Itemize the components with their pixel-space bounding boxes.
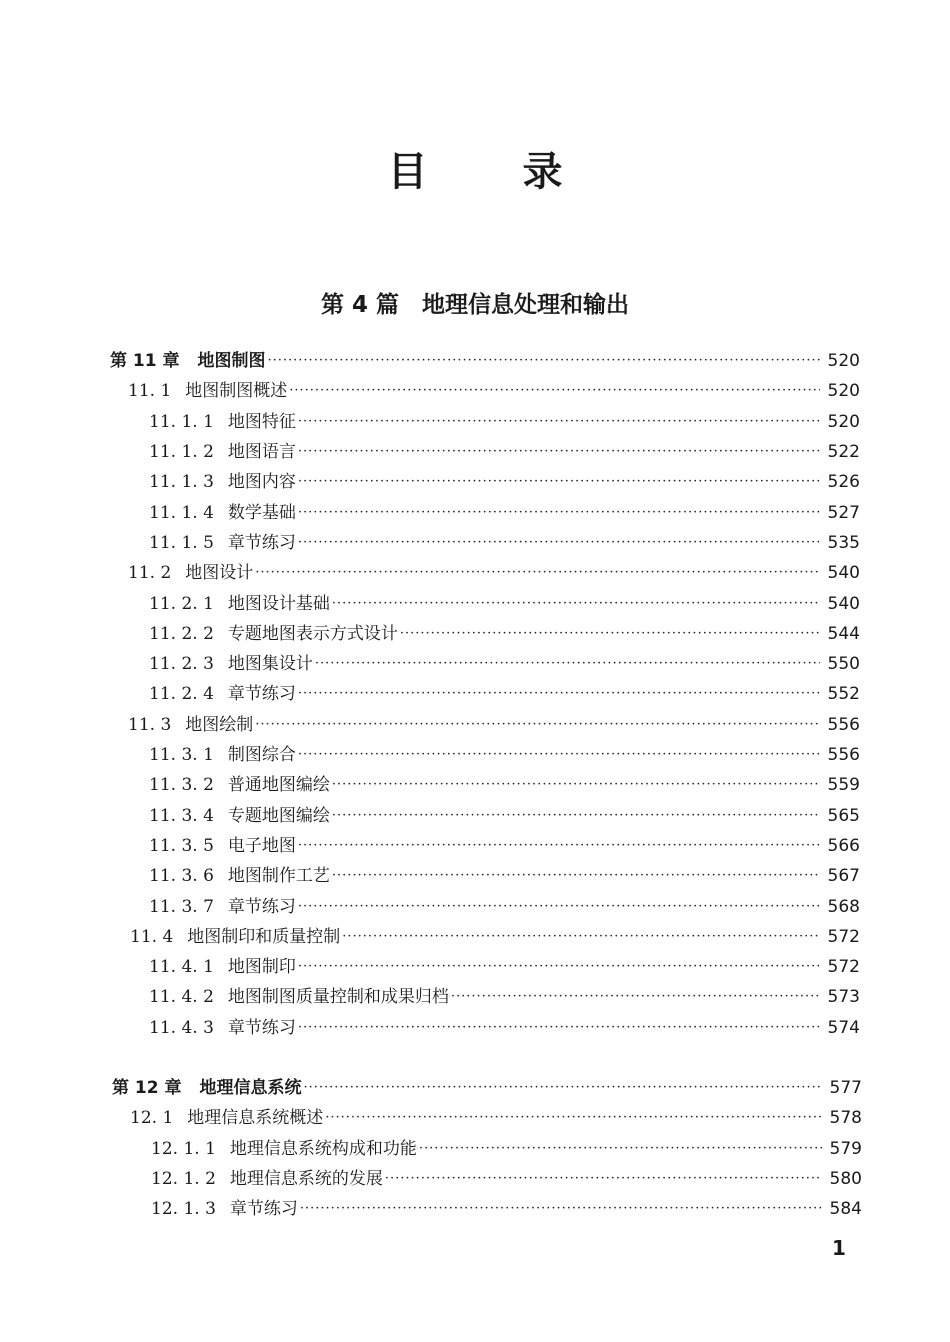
page-number: 1 — [832, 1236, 846, 1260]
toc-num: 11. 3. 4 — [149, 806, 214, 826]
toc-leader-dots — [419, 1136, 822, 1162]
toc-title: 电子地图 — [227, 836, 296, 856]
toc-page: 556 — [827, 715, 860, 735]
part-title: 第 4 篇 地理信息处理和输出 — [320, 292, 630, 318]
toc-page: 572 — [827, 927, 860, 947]
toc-leader-dots — [315, 651, 820, 677]
toc-leader-dots — [325, 1105, 822, 1131]
toc-title: 地图制印和质量控制 — [187, 927, 341, 947]
toc-subsection[interactable] — [149, 984, 860, 1010]
toc-chapter-12[interactable] — [112, 1075, 862, 1101]
toc-leader-dots — [332, 803, 820, 829]
toc-subsection[interactable] — [149, 1015, 860, 1041]
toc-title: 地图集设计 — [227, 654, 313, 674]
toc-num: 11. 3 — [128, 715, 172, 735]
toc-num: 11. 1. 4 — [149, 503, 214, 523]
toc-section[interactable] — [128, 712, 860, 738]
toc-leader-dots — [255, 712, 820, 738]
toc-num: 11. 1. 2 — [149, 442, 214, 462]
toc-title: 章节练习 — [229, 1199, 298, 1219]
toc-leader-dots — [332, 863, 820, 889]
toc-leader-dots — [268, 348, 821, 374]
toc-page: 584 — [829, 1199, 862, 1219]
toc-subsection[interactable] — [151, 1196, 862, 1222]
toc-leader-dots — [332, 772, 820, 798]
toc-title: 地图特征 — [227, 412, 296, 432]
toc-subsection[interactable] — [149, 833, 860, 859]
toc-title: 普通地图编绘 — [227, 775, 330, 795]
toc-title: 章节练习 — [227, 533, 296, 553]
toc-num: 11. 1. 3 — [149, 472, 214, 492]
toc-chapter-11[interactable] — [110, 348, 860, 374]
toc-num: 第 11 章 — [110, 351, 180, 371]
toc-num: 11. 1. 5 — [149, 533, 214, 553]
toc-page: 559 — [827, 775, 860, 795]
toc-page: 527 — [827, 503, 860, 523]
toc-subsection[interactable] — [149, 894, 860, 920]
toc-num: 11. 1. 1 — [149, 412, 214, 432]
toc-num: 11. 3. 5 — [149, 836, 214, 856]
toc-num: 11. 3. 1 — [149, 745, 214, 765]
toc-title: 地理信息系统的发展 — [229, 1169, 383, 1189]
toc-page: 522 — [827, 442, 860, 462]
toc-page: 574 — [827, 1018, 860, 1038]
toc-subsection[interactable] — [149, 863, 860, 889]
toc-title: 章节练习 — [227, 684, 296, 704]
toc-page: 578 — [829, 1108, 862, 1128]
toc-title: 专题地图编绘 — [227, 806, 330, 826]
toc-num: 11. 4 — [130, 927, 174, 947]
toc-page: 573 — [827, 987, 860, 1007]
toc-num: 12. 1 — [130, 1108, 174, 1128]
toc-num: 11. 3. 6 — [149, 866, 214, 886]
toc-page: 526 — [827, 472, 860, 492]
toc-subsection[interactable] — [149, 772, 860, 798]
toc-leader-dots — [451, 984, 820, 1010]
toc-section[interactable] — [128, 378, 860, 404]
toc-subsection[interactable] — [149, 439, 860, 465]
toc-page: 520 — [827, 381, 860, 401]
toc-page: 579 — [829, 1139, 862, 1159]
toc-num: 11. 4. 2 — [149, 987, 214, 1007]
toc-subsection[interactable] — [149, 681, 860, 707]
toc-leader-dots — [298, 1015, 820, 1041]
toc-subsection[interactable] — [149, 742, 860, 768]
toc-title: 地图制图 — [197, 351, 266, 371]
toc-section[interactable] — [128, 560, 860, 586]
toc-leader-dots — [298, 439, 820, 465]
toc-page: 520 — [827, 351, 860, 371]
toc-page: 544 — [827, 624, 860, 644]
toc-leader-dots — [298, 833, 820, 859]
toc-num: 11. 3. 7 — [149, 897, 214, 917]
toc-leader-dots — [385, 1166, 822, 1192]
toc-num: 11. 4. 1 — [149, 957, 214, 977]
toc-subsection[interactable] — [151, 1136, 862, 1162]
toc-title: 地理信息系统 — [199, 1078, 302, 1098]
toc-title: 地图设计 — [185, 563, 254, 583]
toc-num: 12. 1. 1 — [151, 1139, 216, 1159]
toc-leader-dots — [298, 530, 820, 556]
toc-page: 520 — [827, 412, 860, 432]
toc-page: 572 — [827, 957, 860, 977]
toc-subsection[interactable] — [151, 1166, 862, 1192]
toc-title: 专题地图表示方式设计 — [227, 624, 398, 644]
toc-num: 11. 3. 2 — [149, 775, 214, 795]
toc-title: 地图设计基础 — [227, 594, 330, 614]
toc-subsection[interactable] — [149, 621, 860, 647]
toc-page: 566 — [827, 836, 860, 856]
toc-subsection[interactable] — [149, 469, 860, 495]
toc-leader-dots — [400, 621, 820, 647]
toc-subsection[interactable] — [149, 803, 860, 829]
toc-subsection[interactable] — [149, 651, 860, 677]
toc-subsection[interactable] — [149, 591, 860, 617]
toc-section[interactable] — [130, 924, 860, 950]
toc-leader-dots — [289, 378, 820, 404]
toc-leader-dots — [298, 894, 820, 920]
toc-page: 540 — [827, 594, 860, 614]
toc-page: 556 — [827, 745, 860, 765]
toc-title: 地理信息系统构成和功能 — [229, 1139, 417, 1159]
toc-leader-dots — [332, 591, 820, 617]
toc-title: 地图制作工艺 — [227, 866, 330, 886]
toc-num: 12. 1. 3 — [151, 1199, 216, 1219]
toc-title: 章节练习 — [227, 897, 296, 917]
page-title — [0, 138, 950, 198]
toc-page: 577 — [829, 1078, 862, 1098]
toc-title: 地理信息系统概述 — [187, 1108, 324, 1128]
toc-num: 12. 1. 2 — [151, 1169, 216, 1189]
toc-leader-dots — [255, 560, 820, 586]
toc-page: 567 — [827, 866, 860, 886]
toc-title: 制图综合 — [227, 745, 296, 765]
toc-title: 地图制图质量控制和成果归档 — [227, 987, 449, 1007]
toc-num: 11. 2. 2 — [149, 624, 214, 644]
toc-leader-dots — [342, 924, 820, 950]
toc-title: 章节练习 — [227, 1018, 296, 1038]
toc-subsection[interactable] — [149, 409, 860, 435]
toc-num: 11. 4. 3 — [149, 1018, 214, 1038]
toc-num: 11. 2. 3 — [149, 654, 214, 674]
toc-page: 550 — [827, 654, 860, 674]
toc-leader-dots — [298, 469, 820, 495]
toc-page: 568 — [827, 897, 860, 917]
toc-subsection[interactable] — [149, 500, 860, 526]
toc-section[interactable] — [130, 1105, 862, 1131]
toc-page: 540 — [827, 563, 860, 583]
toc-leader-dots — [298, 500, 820, 526]
toc-title: 地图制印 — [227, 957, 296, 977]
toc-leader-dots — [300, 1196, 822, 1222]
toc-leader-dots — [298, 742, 820, 768]
toc-subsection[interactable] — [149, 530, 860, 556]
toc-title: 地图绘制 — [185, 715, 254, 735]
page-title-char-1: 目 — [387, 147, 428, 195]
toc-leader-dots — [298, 409, 820, 435]
toc-page: 580 — [829, 1169, 862, 1189]
toc-num: 11. 1 — [128, 381, 172, 401]
toc-title: 数学基础 — [227, 503, 296, 523]
toc-page: 535 — [827, 533, 860, 553]
toc-leader-dots — [298, 954, 820, 980]
toc-leader-dots — [304, 1075, 823, 1101]
toc-num: 11. 2 — [128, 563, 172, 583]
toc-title: 地图语言 — [227, 442, 296, 462]
toc-subsection[interactable] — [149, 954, 860, 980]
toc-page: 565 — [827, 806, 860, 826]
toc-leader-dots — [298, 681, 820, 707]
toc-num: 11. 2. 4 — [149, 684, 214, 704]
toc-title: 地图制图概述 — [185, 381, 288, 401]
toc-num: 第 12 章 — [112, 1078, 182, 1098]
page-title-char-2: 录 — [522, 147, 563, 195]
toc-title: 地图内容 — [227, 472, 296, 492]
toc-page: 552 — [827, 684, 860, 704]
toc-num: 11. 2. 1 — [149, 594, 214, 614]
